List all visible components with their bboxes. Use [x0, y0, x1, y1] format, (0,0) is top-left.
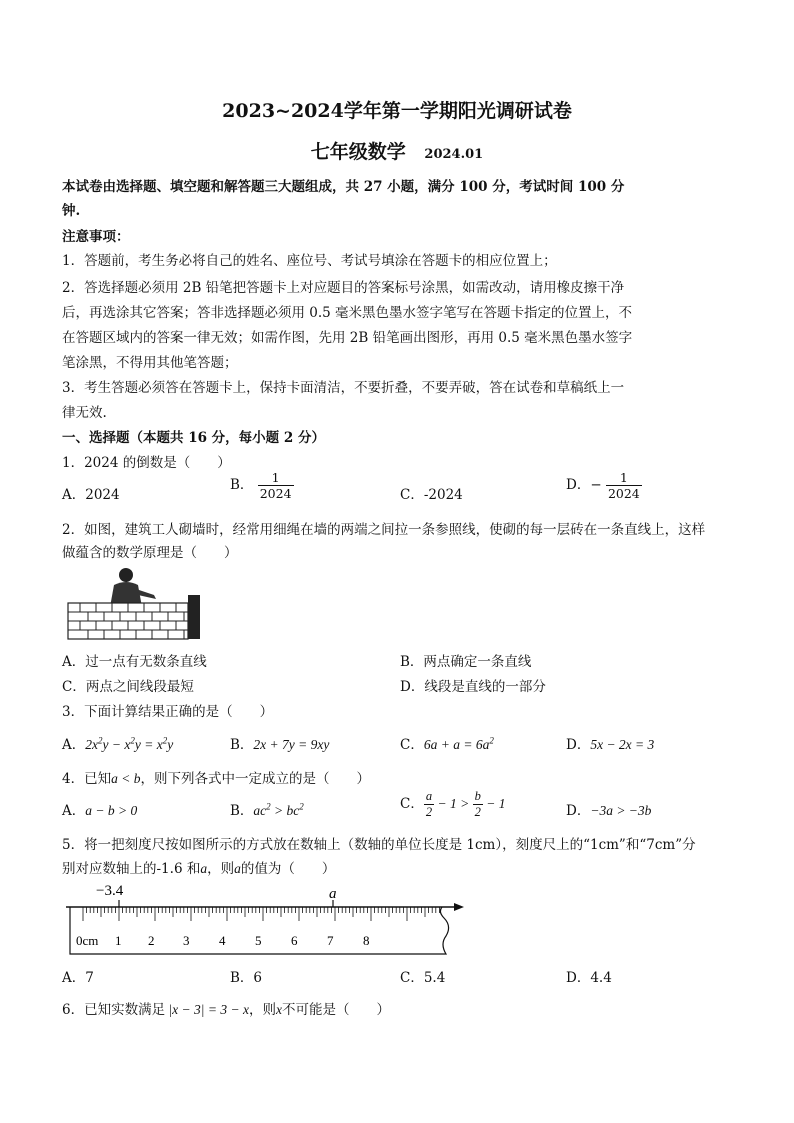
note-line: 在答题区域内的答案一律无效；如需作图，先用 2B 铅笔画出图形，再用 0.5 毫米黑色墨水签字 [62, 330, 633, 346]
q2-option-a: A．过一点有无数条直线 [62, 654, 207, 670]
denominator: 2024 [259, 486, 292, 501]
number-line-ruler-figure [62, 878, 472, 958]
q1-option-c: C．-2024 [400, 487, 463, 503]
math-expression: $6a + a = 6a^2$ [423, 735, 494, 752]
ruler-label: 5 [255, 933, 262, 948]
math-expression: a − b > 0 [85, 803, 138, 818]
stem-text: ，则下列各式中一定成立的是（ ） [140, 771, 370, 787]
q3-option-a [62, 733, 173, 753]
worker-head [119, 568, 133, 582]
option-label: B． [230, 477, 254, 493]
ruler-ticks [83, 907, 439, 921]
q3-option-b [230, 733, 329, 753]
option-label: B． [230, 737, 254, 753]
axis-a-label: a [329, 886, 337, 902]
note-line: 笔涂黑，不得用其他笔答题； [62, 355, 238, 371]
q5-option-a: A．7 [62, 970, 94, 986]
question-2-stem-2: 做蕴含的数学原理是（ ） [62, 545, 238, 561]
q2-option-d: D．线段是直线的一部分 [400, 679, 546, 695]
question-4-stem [62, 767, 732, 787]
q5-option-d: D．4.4 [566, 970, 612, 986]
stem-text: 别对应数轴上的-1.6 和 [62, 861, 201, 877]
numerator: 1 [619, 470, 628, 485]
math-expression: a [234, 861, 241, 876]
q4-option-d [566, 799, 651, 819]
q2-option-b: B．两点确定一条直线 [400, 654, 532, 670]
note-line: 律无效. [62, 405, 107, 421]
ruler-label: 7 [327, 933, 334, 948]
ruler-label: 3 [183, 933, 190, 948]
q1-option-a: A．2024 [62, 487, 120, 503]
question-5-stem-2 [62, 857, 732, 877]
numerator: 1 [271, 470, 280, 485]
stem-text: 4．已知 [62, 771, 112, 787]
q3-option-c [400, 733, 494, 753]
option-label: D．− [566, 477, 602, 493]
math-expression: |x − 3| = 3 − x [165, 1002, 249, 1017]
option-label: A． [62, 803, 86, 819]
q5-option-c: C．5.4 [400, 970, 446, 986]
exam-subtitle [0, 137, 794, 164]
math-expression: a < b [111, 771, 141, 786]
option-label: C． [400, 737, 424, 753]
exam-title: 2023~2024学年第一学期阳光调研试卷 [222, 100, 572, 122]
subject-label: 七年级数学 [310, 141, 406, 163]
section-heading: 一、选择题（本题共 16 分，每小题 2 分） [62, 430, 325, 446]
question-5-stem-1: 5．将一把刻度尺按如图所示的方式放在数轴上（数轴的单位长度是 1cm），刻度尺上的“1cm”和“7cm”分 [62, 837, 696, 853]
option-label: D． [566, 737, 591, 753]
note-line: 1．答题前，考生务必将自己的姓名、座位号、考试号填涂在答题卡的相应位置上； [62, 253, 557, 269]
wall-end-column [188, 595, 200, 639]
math-expression: 2x + 7y = 9xy [253, 737, 330, 752]
q4-option-a [62, 799, 137, 819]
math-expression: x [275, 1002, 282, 1017]
intro-line-2: 钟. [62, 203, 81, 219]
option-label: D． [566, 803, 591, 819]
q3-option-d [566, 733, 654, 753]
fraction: $\frac{a}{2}$ [425, 789, 433, 819]
math-expression: $ac^2 > bc^2$ [253, 801, 304, 818]
ruler-label: 8 [363, 933, 370, 948]
number-line-arrow [454, 903, 464, 911]
fraction: $\frac{b}{2}$ [474, 789, 481, 819]
intro-line-1: 本试卷由选择题、填空题和解答题三大题组成，共 27 小题，满分 100 分，考试时间 100 分 [62, 179, 625, 195]
stem-text: ，则 [207, 861, 235, 877]
question-6-stem [62, 998, 732, 1018]
question-3-stem: 3．下面计算结果正确的是（ ） [62, 704, 274, 720]
ruler-label: 2 [148, 933, 155, 948]
ruler-label: 6 [291, 933, 298, 948]
stem-text: 6．已知实数满足 [62, 1002, 166, 1018]
math-expression: − 1 [482, 796, 506, 811]
axis-left-label: −3.4 [96, 883, 124, 899]
option-label: B． [230, 803, 254, 819]
q1-option-b [230, 470, 294, 501]
fraction [606, 470, 642, 501]
math-expression: a [200, 861, 208, 876]
math-expression: − 1 > [434, 796, 473, 811]
q4-option-b [230, 799, 304, 819]
bricklayer-illustration [66, 565, 206, 641]
note-line: 3．考生答题必须答在答题卡上，保持卡面清洁，不要折叠，不要弄破，答在试卷和草稿纸上一 [62, 380, 625, 396]
q5-option-b: B．6 [230, 970, 263, 986]
math-expression: 5x − 2x = 3 [590, 737, 655, 752]
question-1-stem: 1．2024 的倒数是（ ） [62, 455, 231, 471]
option-label: A． [62, 737, 86, 753]
math-expression: $2x^2y - x^2y = x^2y$ [85, 735, 174, 752]
note-line: 2．答选择题必须用 2B 铅笔把答题卡上对应题目的答案标号涂黑，如需改动，请用橡皮擦干净 [62, 280, 625, 296]
ruler-label: 0cm [76, 933, 99, 948]
notes-heading: 注意事项： [62, 229, 130, 245]
ruler-labels [76, 933, 370, 948]
ruler-label: 1 [115, 933, 122, 948]
q4-option-c [400, 789, 505, 820]
option-label: C． [400, 796, 424, 812]
fraction [258, 470, 294, 501]
exam-date: 2024.01 [424, 147, 484, 162]
stem-text: 不可能是（ ） [281, 1002, 390, 1018]
denominator: 2024 [607, 486, 640, 501]
q2-option-c: C．两点之间线段最短 [62, 679, 194, 695]
ruler-label: 4 [219, 933, 226, 948]
math-expression: −3a > −3b [590, 803, 652, 818]
question-2-stem-1: 2．如图，建筑工人砌墙时，经常用细绳在墙的两端之间拉一条参照线，使砌的每一层砖在一条直线上，这样 [62, 522, 706, 538]
stem-text: 的值为（ ） [240, 861, 336, 877]
q1-option-d [566, 470, 642, 501]
stem-text: ，则 [248, 1002, 276, 1018]
note-line: 后，再选涂其它答案；答非选择题必须用 0.5 毫米黑色墨水签字笔写在答题卡指定的位置上，不 [62, 305, 633, 321]
